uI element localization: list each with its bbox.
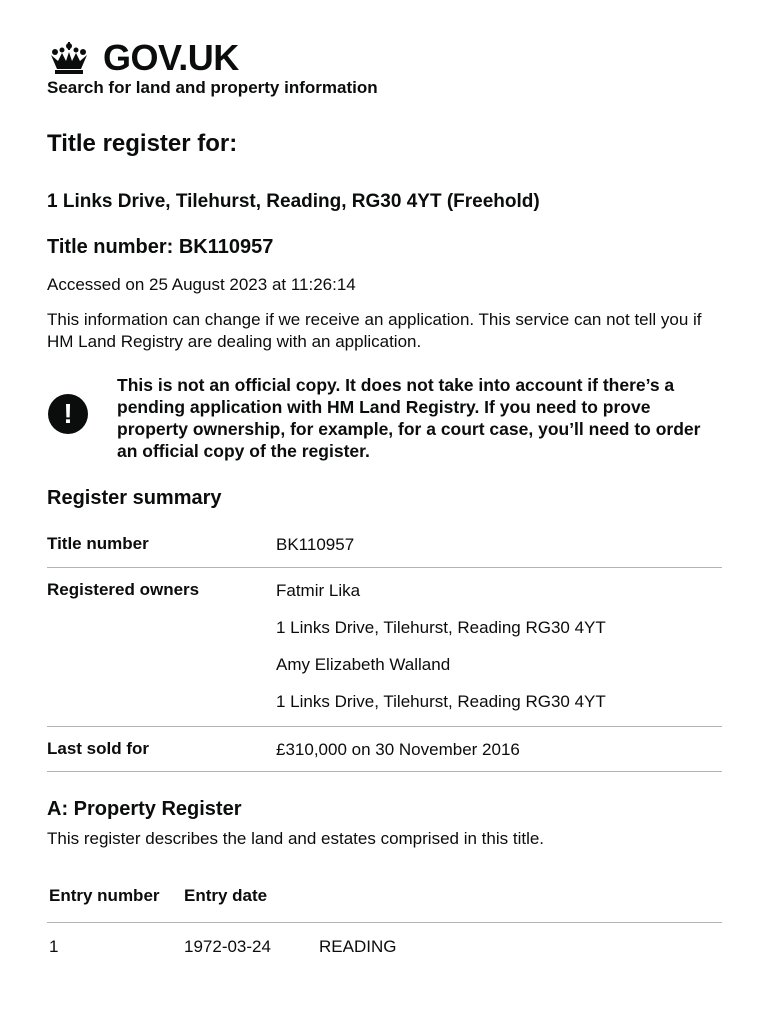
property-register-description: This register describes the land and estates comprised in this title. <box>47 829 545 848</box>
summary-value <box>276 727 722 771</box>
summary-value-line: BK110957 <box>276 535 355 554</box>
entry-date-cell: 1972-03-24 <box>184 937 271 956</box>
summary-key: Last sold for <box>47 739 150 758</box>
property-address: 1 Links Drive, Tilehurst, Reading, RG30 4YT (Freehold) <box>47 191 540 212</box>
property-register-heading: A: Property Register <box>47 798 242 820</box>
column-header-entry-number: Entry number <box>49 886 160 905</box>
warning-text: This is not an official copy. It does not take into account if there’s a pending application with HM Land Registry. If you need to prove property ownership, for example, for a court case, you’ll need to order an official copy of the register. <box>117 375 701 461</box>
summary-value-line: £310,000 on 30 November 2016 <box>276 740 520 759</box>
table-row <box>47 923 722 971</box>
exclamation-icon: ! <box>48 394 88 434</box>
owner-name: Amy Elizabeth Walland <box>276 655 451 674</box>
accessed-timestamp: Accessed on 25 August 2023 at 11:26:14 <box>47 275 356 294</box>
crown-icon <box>47 41 91 75</box>
service-name[interactable]: Search for land and property information <box>47 78 378 97</box>
info-text: This information can change if we receive an application. This service can not tell you if HM Land Registry are dealing with an application. <box>47 310 702 351</box>
entry-number-cell: 1 <box>49 937 59 956</box>
summary-value <box>276 522 722 567</box>
brand-name: GOV.UK <box>103 37 239 78</box>
summary-row <box>47 727 722 772</box>
column-header-entry-date: Entry date <box>184 886 268 905</box>
summary-row <box>47 522 722 568</box>
summary-row <box>47 568 722 727</box>
table-header-row <box>47 870 722 923</box>
owner-name: Fatmir Lika <box>276 581 361 600</box>
summary-key: Registered owners <box>47 580 200 599</box>
register-summary-list <box>47 522 722 772</box>
page-title: Title register for: <box>47 130 238 157</box>
summary-key: Title number <box>47 534 149 553</box>
entry-text-cell: READING <box>319 937 397 956</box>
govuk-logo[interactable] <box>47 38 239 78</box>
title-number-heading: Title number: BK110957 <box>47 236 274 258</box>
owner-address: 1 Links Drive, Tilehurst, Reading RG30 4YT <box>276 692 606 711</box>
summary-value <box>276 568 722 726</box>
register-summary-heading: Register summary <box>47 487 222 509</box>
owner-address: 1 Links Drive, Tilehurst, Reading RG30 4YT <box>276 618 606 637</box>
entries-table <box>47 870 722 971</box>
